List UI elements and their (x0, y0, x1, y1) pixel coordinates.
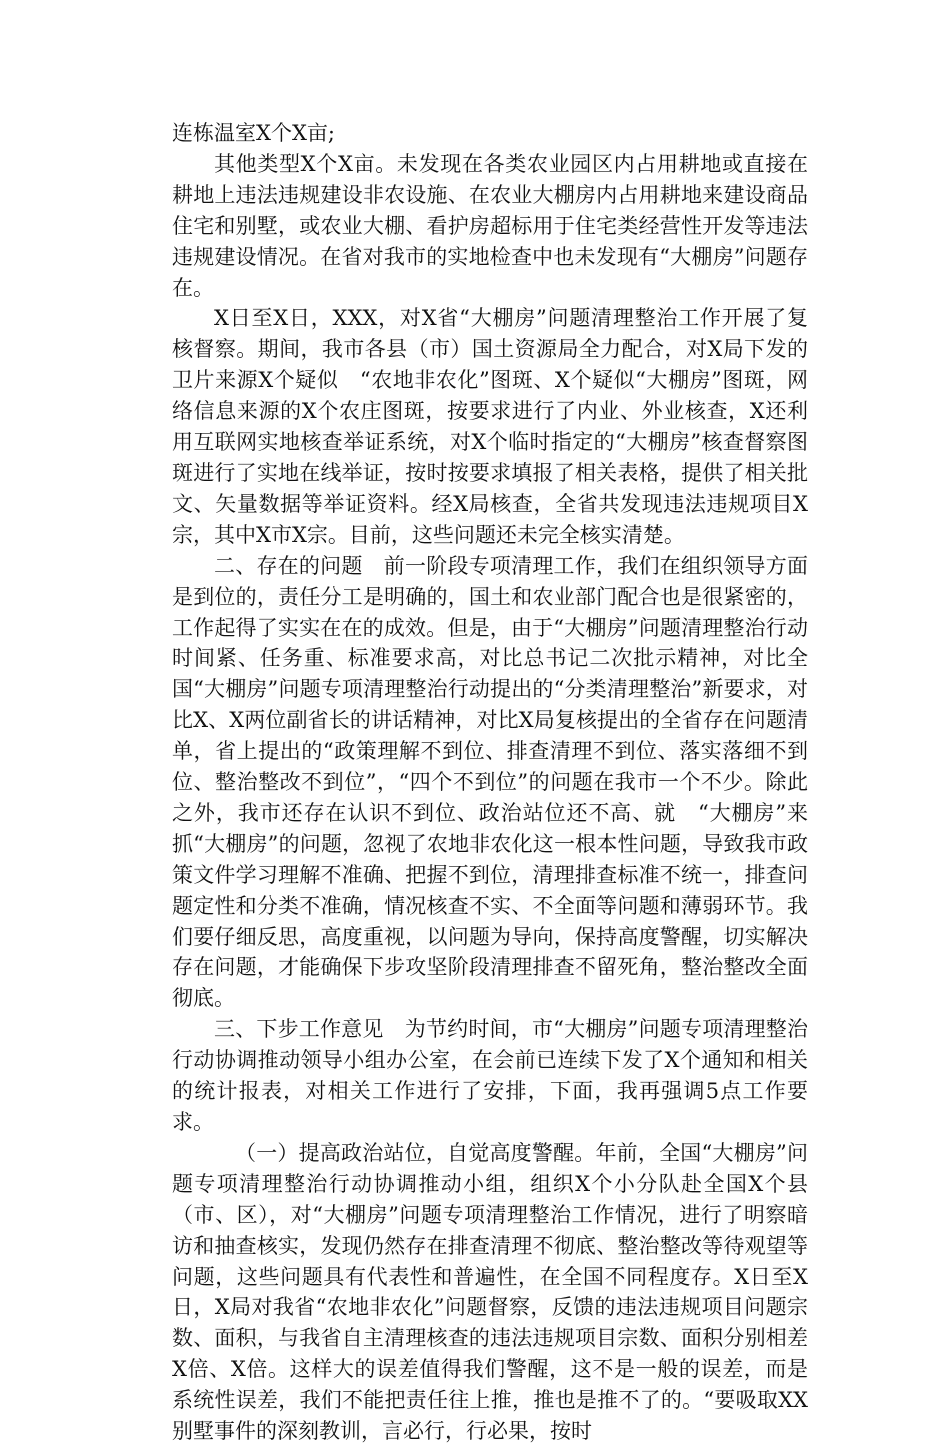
paragraph-1: 连栋温室X个X亩; (172, 121, 335, 145)
document-body (172, 118, 808, 1447)
paragraph-4: 二、存在的问题 前一阶段专项清理工作，我们在组织领导方面是到位的，责任分工是明确的，国土和农业部门配合也是很紧密的，工作起得了实实在在的成效。但是，由于“大棚房”问题清理整治行动时间紧、任务重、标准要求高，对比总书记二次批示精神，对比全国“大棚房”问题专项清理整治行动提出的“分类清理整治”新要求，对比X、X两位副省长的讲话精神，对比X局复核提出的全省存在问题清单，省上提出的“政策理解不到位、排查清理不到位、落实落细不到位、整治整改不到位”，“四个不到位”的问题在我市一个不少。除此之外，我市还存在认识不到位、政治站位还不高、就 “大棚房”来抓“大棚房”的问题，忽视了农地非农化这一根本性问题，导致我市政策文件学习理解不准确、把握不到位，清理排查标准不统一，排查问题定性和分类不准确，情况核查不实、不全面等问题和薄弱环节。我们要仔细反思，高度重视，以问题为导向，保持高度警醒，切实解决存在问题，才能确保下步攻坚阶段清理排查不留死角，整治整改全面彻底。 (172, 553, 808, 1011)
paragraph-5: 三、下步工作意见 为节约时间，市“大棚房”问题专项清理整治行动协调推动领导小组办公室，在会前已连续下发了X个通知和相关的统计报表，对相关工作进行了安排，下面，我再强调5点工作要求。 (172, 1017, 808, 1134)
paragraph-6: （一）提高政治站位，自觉高度警醒。年前，全国“大棚房”问题专项清理整治行动协调推动小组，组织X个小分队赴全国X个县（市、区），对“大棚房”问题专项清理整治工作情况，进行了明察暗访和抽查核实，发现仍然存在排查清理不彻底、整治整改等待观望等问题，这些问题具有代表性和普遍性，在全国不同程度存。X日至X日，X局对我省“农地非农化”问题督察，反馈的违法违规项目问题宗数、面积，与我省自主清理核查的违法违规项目宗数、面积分别相差X倍、X倍。这样大的误差值得我们警醒，这不是一般的误差，而是系统性误差，我们不能把责任往上推，推也是推不了的。“要吸取XX别墅事件的深刻教训，言必行，行必果，按时 (172, 1140, 808, 1444)
paragraph-3: X日至X日，XXX，对X省“大棚房”问题清理整治工作开展了复核督察。期间，我市各县（市）国土资源局全力配合，对X局下发的卫片来源X个疑似 “农地非农化”图斑、X个疑似“大棚房”图斑，网络信息来源的X个农庄图斑，按要求进行了内业、外业核查，X还利用互联网实地核查举证系统，对X个临时指定的“大棚房”核查督察图斑进行了实地在线举证，按时按要求填报了相关表格，提供了相关批文、矢量数据等举证资料。经X局核查，全省共发现违法违规项目X宗，其中X市X宗。目前，这些问题还未完全核实清楚。 (172, 306, 808, 547)
paragraph-2: 其他类型X个X亩。未发现在各类农业园区内占用耕地或直接在耕地上违法违规建设非农设施、在农业大棚房内占用耕地来建设商品住宅和别墅，或农业大棚、看护房超标用于住宅类经营性开发等违法违规建设情况。在省对我市的实地检查中也未发现有“大棚房”问题存在。 (172, 151, 808, 300)
